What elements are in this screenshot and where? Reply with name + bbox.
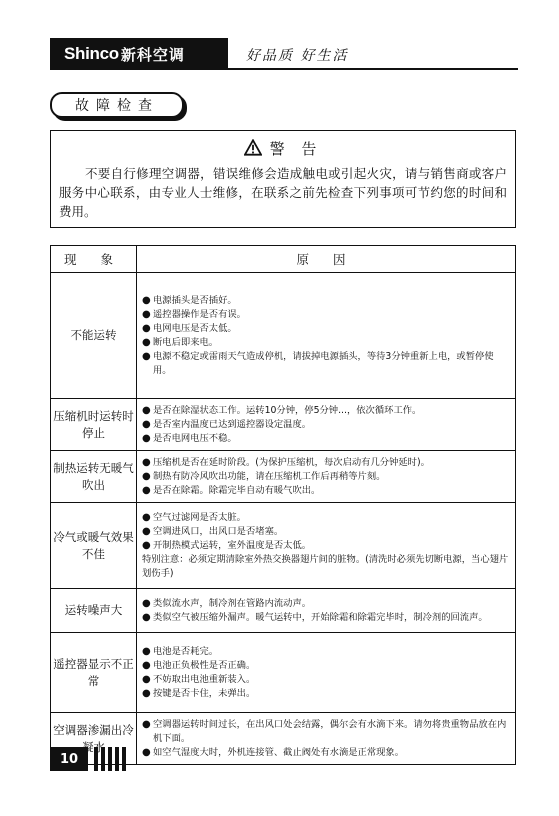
cause-item (142, 597, 509, 611)
cause-text: 如空气湿度大时，外机连接管、截止阀处有水滴是正常现象。 (153, 746, 405, 758)
header-cause: 原 因 (137, 246, 516, 273)
cause-item (142, 511, 509, 525)
cause-text: 电源不稳定或雷雨天气造成停机，请拔掉电源插头，等待3分钟重新上电，或暂停使用。 (153, 350, 494, 376)
table-row (51, 273, 516, 399)
symptom-cell: 压缩机时运转时停止 (51, 399, 137, 451)
bullet-icon: ● (142, 645, 151, 657)
cause-text: 遥控器操作是否有误。 (153, 308, 246, 320)
section-title: 故障检查 (50, 92, 184, 118)
bullet-icon: ● (142, 597, 151, 609)
table-row (51, 633, 516, 713)
cause-text: 不妨取出电池重新装入。 (153, 673, 256, 685)
logo-chinese: 新科空调 (120, 45, 185, 64)
bullet-icon: ● (142, 322, 151, 334)
cause-item (142, 611, 509, 625)
symptom-cell: 不能运转 (51, 273, 137, 399)
cause-item (142, 308, 509, 322)
cause-text: 电网电压是否太低。 (153, 322, 237, 334)
cause-item (142, 336, 509, 350)
cause-text: 是否室内温度已达到遥控器设定温度。 (153, 418, 312, 430)
bullet-icon: ● (142, 418, 151, 430)
header-rule (228, 68, 518, 70)
bullet-icon: ● (142, 484, 151, 496)
cause-item (142, 718, 509, 746)
page-footer (50, 746, 129, 772)
bullet-icon: ● (142, 539, 151, 551)
causes-cell (137, 503, 516, 589)
cause-item (142, 525, 509, 539)
cause-text: 电池是否耗完。 (153, 645, 219, 657)
brand-logo (50, 38, 228, 70)
warning-text: 不要自行修理空调器，错误维修会造成触电或引起火灾，请与销售商或客户服务中心联系，由专业人士维修，在联系之前先检查下列事项可节约您的时间和费用。 (59, 166, 507, 219)
cause-text: 制热有防冷风吹出功能，请在压缩机工作后再稍等片刻。 (153, 470, 386, 482)
table-row (51, 503, 516, 589)
causes-cell (137, 399, 516, 451)
bullet-icon: ● (142, 404, 151, 416)
header-symptom: 现 象 (51, 246, 137, 273)
cause-item (142, 687, 509, 701)
cause-text: 空气过滤网是否太脏。 (153, 511, 246, 523)
bullet-icon: ● (142, 336, 151, 348)
symptom-cell: 空调器渗漏出冷 水 (51, 713, 137, 765)
cause-item (142, 659, 509, 673)
bullet-icon: ● (142, 746, 151, 758)
bullet-icon: ● (142, 511, 151, 523)
cause-text: 电源插头是否插好。 (153, 294, 237, 306)
warning-heading (51, 138, 515, 159)
cause-text: 电池正负极性是否正确。 (153, 659, 256, 671)
symptom-cell: 运转噪声大 (51, 589, 137, 633)
special-note: 特别注意：必须定期清除室外热交换器翅片间的脏物。(清洗时必须先切断电源，当心翅片划伤手) (142, 553, 509, 579)
bullet-icon: ● (142, 432, 151, 444)
cause-item (142, 484, 509, 498)
cause-item (142, 539, 509, 553)
cause-item (142, 294, 509, 308)
table-body (51, 273, 516, 765)
cause-item (142, 746, 509, 760)
logo-english: Shinco (64, 44, 119, 63)
bullet-icon: ● (142, 687, 151, 699)
cause-text: 是否在除湿状态工作。运转10分钟，停5分钟...，依次循环工作。 (153, 404, 422, 416)
cause-item (142, 645, 509, 659)
cause-item (142, 432, 509, 446)
table-row (51, 589, 516, 633)
cause-text: 按键是否卡住，未弹出。 (153, 687, 256, 699)
bullet-icon: ● (142, 673, 151, 685)
footer-bars (94, 747, 129, 771)
bullet-icon: ● (142, 718, 151, 730)
warning-title: 警 告 (269, 140, 323, 158)
bullet-icon: ● (142, 294, 151, 306)
warning-triangle-icon (244, 139, 262, 156)
bullet-icon: ● (142, 611, 151, 623)
page-header (50, 38, 518, 70)
warning-box (50, 130, 516, 228)
table-row (51, 399, 516, 451)
symptom-cell: 制热运转无暖气吹出 (51, 451, 137, 503)
symptom-cell: 冷气或暖气效果不佳 (51, 503, 137, 589)
cause-item (142, 322, 509, 336)
cause-item (142, 470, 509, 484)
troubleshooting-table (50, 245, 516, 765)
cause-text: 是否在除霜。除霜完毕自动有暖气吹出。 (153, 484, 321, 496)
causes-cell (137, 633, 516, 713)
bullet-icon: ● (142, 525, 151, 537)
causes-cell (137, 589, 516, 633)
bullet-icon: ● (142, 659, 151, 671)
slogan: 好品质 好生活 (246, 48, 349, 64)
cause-text: 空调器运转时间过长，在出风口处会结露，偶尔会有水滴下来。请勿将贵重物品放在内机下面。 (153, 718, 507, 744)
causes-cell (137, 273, 516, 399)
cause-text: 开制热模式运转，室外温度是否太低。 (153, 539, 312, 551)
cause-text: 是否电网电压不稳。 (153, 432, 237, 444)
cause-item (142, 456, 509, 470)
page-number: 10 (50, 747, 88, 771)
cause-text: 类似流水声，制冷剂在管路内流动声。 (153, 597, 312, 609)
cause-item (142, 418, 509, 432)
symptom-cell: 遥控器显示不正常 (51, 633, 137, 713)
cause-text: 类似空气被压缩外漏声。暖气运转中，开始除霜和除霜完毕时，制冷剂的回流声。 (153, 611, 488, 623)
cause-item (142, 404, 509, 418)
cause-text: 压缩机是否在延时阶段。(为保护压缩机，每次启动有几分钟延时)。 (153, 456, 430, 468)
causes-cell (137, 451, 516, 503)
causes-cell (137, 713, 516, 765)
table-row (51, 451, 516, 503)
bullet-icon: ● (142, 350, 151, 362)
cause-item (142, 350, 509, 378)
bullet-icon: ● (142, 308, 151, 320)
cause-text: 空调进风口，出风口是否堵塞。 (153, 525, 284, 537)
bullet-icon: ● (142, 470, 151, 482)
bullet-icon: ● (142, 456, 151, 468)
cause-text: 断电后即来电。 (153, 336, 219, 348)
cause-item (142, 673, 509, 687)
